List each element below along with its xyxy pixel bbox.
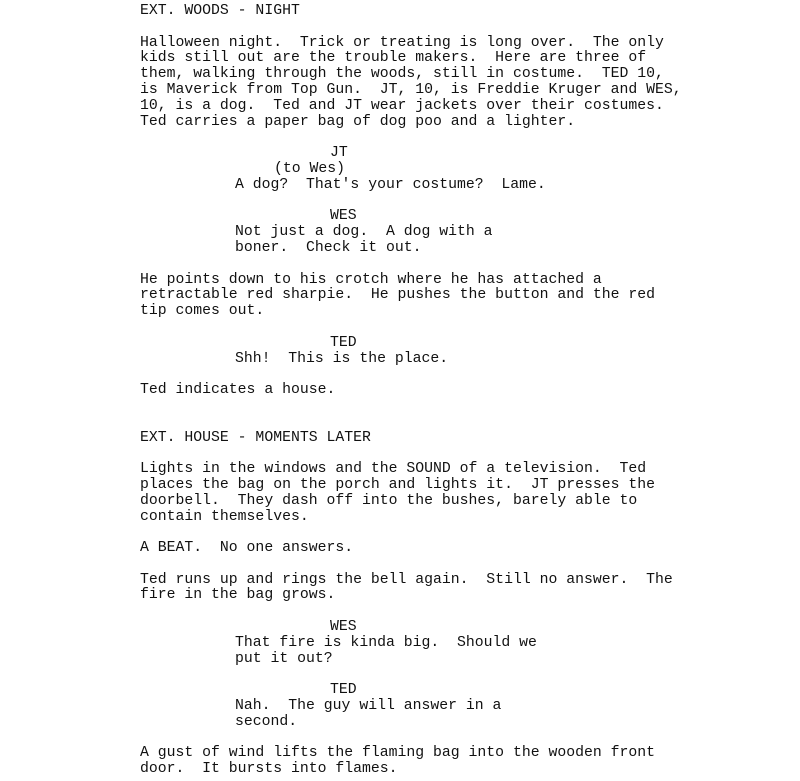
screenplay-page (140, 4, 780, 778)
action-line: them, walking through the woods, still in costume. TED 10, (140, 66, 664, 83)
dialogue-line: A dog? That's your costume? Lame. (235, 176, 546, 193)
dialogue-line: Shh! This is the place. (235, 350, 449, 367)
dialogue-line: boner. Check it out. (235, 239, 422, 256)
action-line: retractable red sharpie. He pushes the button and the red (140, 287, 656, 304)
dialogue-line: Not just a dog. A dog with a (235, 224, 493, 241)
action-line: doorbell. They dash off into the bushes, barely able to (140, 492, 638, 509)
action-line: places the bag on the porch and lights it. JT presses the (140, 476, 656, 493)
scene-heading: EXT. WOODS - NIGHT (140, 3, 300, 19)
action-line: contain themselves. (140, 508, 309, 525)
scene-heading: EXT. HOUSE - MOMENTS LATER (140, 429, 371, 446)
action-block (140, 541, 780, 557)
action-block (140, 36, 780, 131)
dialogue-block (140, 146, 780, 193)
dialogue-line: Nah. The guy will answer in a (235, 698, 502, 715)
action-line: Ted runs up and rings the bell again. Still no answer. The (140, 571, 673, 588)
action-line: Ted indicates a house. (140, 382, 336, 399)
dialogue-line: put it out? (235, 650, 333, 667)
action-line: Lights in the windows and the SOUND of a television. Ted (140, 461, 647, 478)
dialogue-line: second. (235, 713, 298, 730)
character-name: JT (330, 145, 348, 162)
action-line: door. It bursts into flames. (140, 761, 398, 778)
dialogue-line: That fire is kinda big. Should we (235, 634, 537, 651)
character-name: TED (330, 682, 357, 699)
dialogue-block (140, 620, 780, 667)
action-block (140, 462, 780, 525)
character-name: TED (330, 334, 357, 351)
action-line: A gust of wind lifts the flaming bag into the wooden front (140, 745, 656, 762)
dialogue-block (140, 336, 780, 368)
character-name: WES (330, 208, 357, 225)
action-line: He points down to his crotch where he has attached a (140, 271, 602, 288)
dialogue-block (140, 683, 780, 730)
character-name: WES (330, 619, 357, 636)
dialogue-block (140, 209, 780, 256)
parenthetical: (to Wes) (274, 160, 346, 177)
action-line: fire in the bag grows. (140, 587, 336, 604)
action-block (140, 273, 780, 320)
action-block (140, 746, 780, 778)
action-line: Ted carries a paper bag of dog poo and a lighter. (140, 113, 576, 130)
action-line: 10, is a dog. Ted and JT wear jackets over their costumes. (140, 97, 664, 114)
action-line: Halloween night. Trick or treating is long over. The only (140, 34, 664, 51)
action-block (140, 383, 780, 399)
action-line: is Maverick from Top Gun. JT, 10, is Freddie Kruger and WES, (140, 81, 682, 98)
action-line: A BEAT. No one answers. (140, 540, 354, 557)
action-block (140, 573, 780, 605)
action-line: tip comes out. (140, 303, 265, 320)
action-line: kids still out are the trouble makers. Here are three of (140, 50, 647, 67)
